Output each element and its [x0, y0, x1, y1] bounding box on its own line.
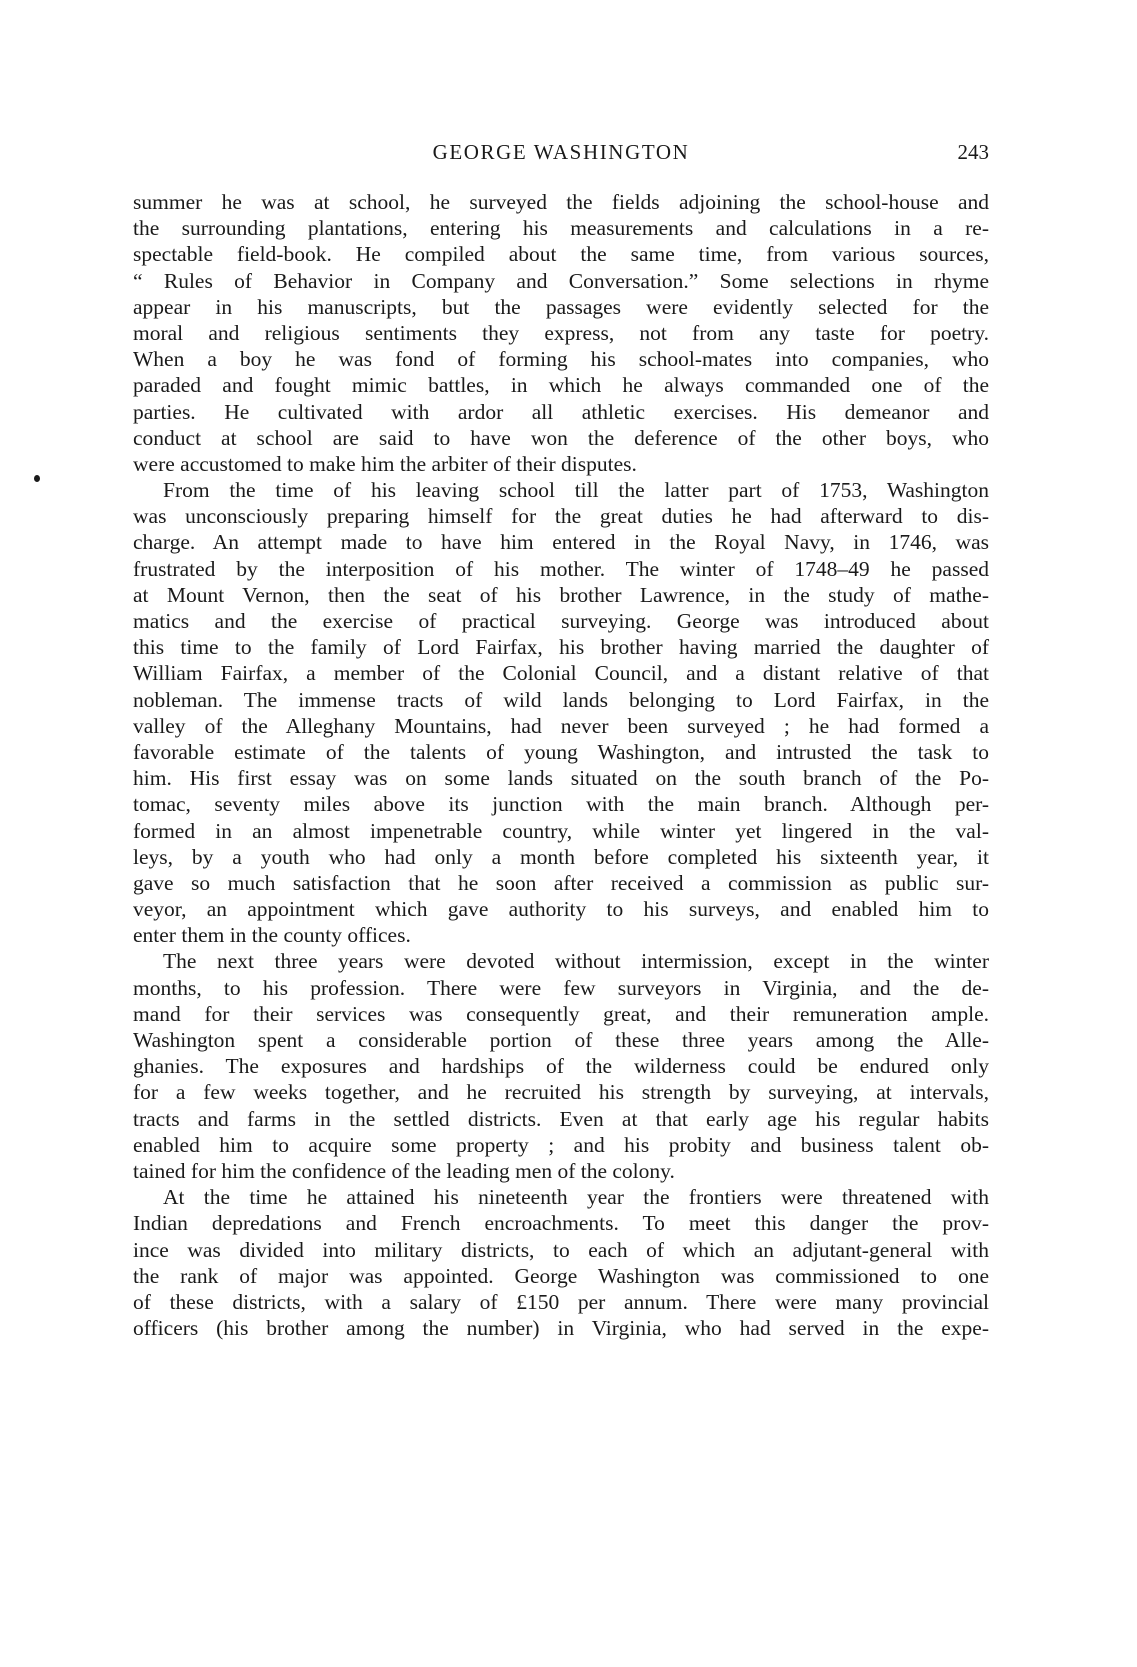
ink-speck — [34, 475, 40, 482]
text-line: “ Rules of Behavior in Company and Conversation.” Some selections in rhyme — [133, 268, 989, 293]
text-line: valley of the Alleghany Mountains, had never been surveyed ; he had formed a — [133, 713, 989, 738]
text-line: at Mount Vernon, then the seat of his brother Lawrence, in the study of mathe- — [133, 582, 989, 607]
text-line: the surrounding plantations, entering his measurements and calculations in a re- — [133, 216, 989, 241]
paragraph-2 — [133, 477, 989, 948]
text-line: of these districts, with a salary of £150 per annum. There were many provincial — [133, 1289, 989, 1314]
text-line: officers (his brother among the number) in Virginia, who had served in the expe- — [133, 1316, 989, 1341]
text-line: moral and religious sentiments they express, not from any taste for poetry. — [133, 320, 989, 345]
text-line: tained for him the confidence of the leading men of the colony. — [133, 1158, 675, 1183]
text-line: was unconsciously preparing himself for the great duties he had afterward to dis- — [133, 504, 989, 529]
text-line: parties. He cultivated with ardor all athletic exercises. His demeanor and — [133, 399, 989, 424]
text-line: leys, by a youth who had only a month before completed his sixteenth year, it — [133, 844, 989, 869]
paragraph-1 — [133, 189, 989, 477]
text-line: formed in an almost impenetrable country, while winter yet lingered in the val- — [133, 818, 989, 843]
text-line: him. His first essay was on some lands situated on the south branch of the Po- — [133, 766, 989, 791]
text-line: the rank of major was appointed. George Washington was commissioned to one — [133, 1263, 989, 1288]
paragraph-4 — [133, 1184, 989, 1341]
text-line: enter them in the county offices. — [133, 923, 411, 948]
text-line: this time to the family of Lord Fairfax, his brother having married the daughter of — [133, 635, 989, 660]
text-line: frustrated by the interposition of his mother. The winter of 1748–49 he passed — [133, 556, 989, 581]
text-line: conduct at school are said to have won the deference of the other boys, who — [133, 425, 989, 450]
text-line: Indian depredations and French encroachments. To meet this danger the prov- — [133, 1211, 989, 1236]
text-line: At the time he attained his nineteenth year the frontiers were threatened with — [163, 1185, 989, 1210]
body-text — [133, 189, 989, 1341]
text-line: were accustomed to make him the arbiter of their disputes. — [133, 451, 637, 476]
text-line: ghanies. The exposures and hardships of the wilderness could be endured only — [133, 1054, 989, 1079]
text-line: charge. An attempt made to have him entered in the Royal Navy, in 1746, was — [133, 530, 989, 555]
text-line: appear in his manuscripts, but the passages were evidently selected for the — [133, 294, 989, 319]
text-line: favorable estimate of the talents of young Washington, and intrusted the task to — [133, 739, 989, 764]
page-number: 243 — [957, 140, 989, 164]
text-line: matics and the exercise of practical surveying. George was introduced about — [133, 609, 989, 633]
running-head — [133, 140, 989, 170]
text-line: tomac, seventy miles above its junction with the main branch. Although per- — [133, 792, 989, 817]
paragraph-3 — [133, 948, 989, 1184]
text-line: veyor, an appointment which gave authority to his surveys, and enabled him to — [133, 897, 989, 922]
text-line: When a boy he was fond of forming his school-mates into companies, who — [133, 347, 989, 372]
text-line: The next three years were devoted without intermission, except in the winter — [163, 949, 989, 974]
text-line: summer he was at school, he surveyed the fields adjoining the school-house and — [133, 190, 989, 214]
text-line: paraded and fought mimic battles, in which he always commanded one of the — [133, 373, 989, 398]
text-line: ince was divided into military districts, to each of which an adjutant-general with — [133, 1237, 989, 1262]
text-line: enabled him to acquire some property ; and his probity and business talent ob- — [133, 1132, 989, 1157]
text-line: From the time of his leaving school till the latter part of 1753, Washington — [163, 478, 989, 503]
text-line: nobleman. The immense tracts of wild lands belonging to Lord Fairfax, in the — [133, 687, 989, 712]
text-line: William Fairfax, a member of the Colonial Council, and a distant relative of that — [133, 661, 989, 686]
text-line: mand for their services was consequently great, and their remuneration ample. — [133, 1001, 989, 1026]
text-line: gave so much satisfaction that he soon after received a commission as public sur- — [133, 870, 989, 895]
text-line: spectable field-book. He compiled about the same time, from various sources, — [133, 242, 989, 267]
text-line: for a few weeks together, and he recruited his strength by surveying, at intervals, — [133, 1080, 989, 1105]
running-title: GEORGE WASHINGTON — [432, 140, 690, 164]
text-line: Washington spent a considerable portion of these three years among the Alle- — [133, 1028, 989, 1052]
text-line: months, to his profession. There were few surveyors in Virginia, and the de- — [133, 975, 989, 1000]
text-line: tracts and farms in the settled districts. Even at that early age his regular habits — [133, 1106, 989, 1131]
